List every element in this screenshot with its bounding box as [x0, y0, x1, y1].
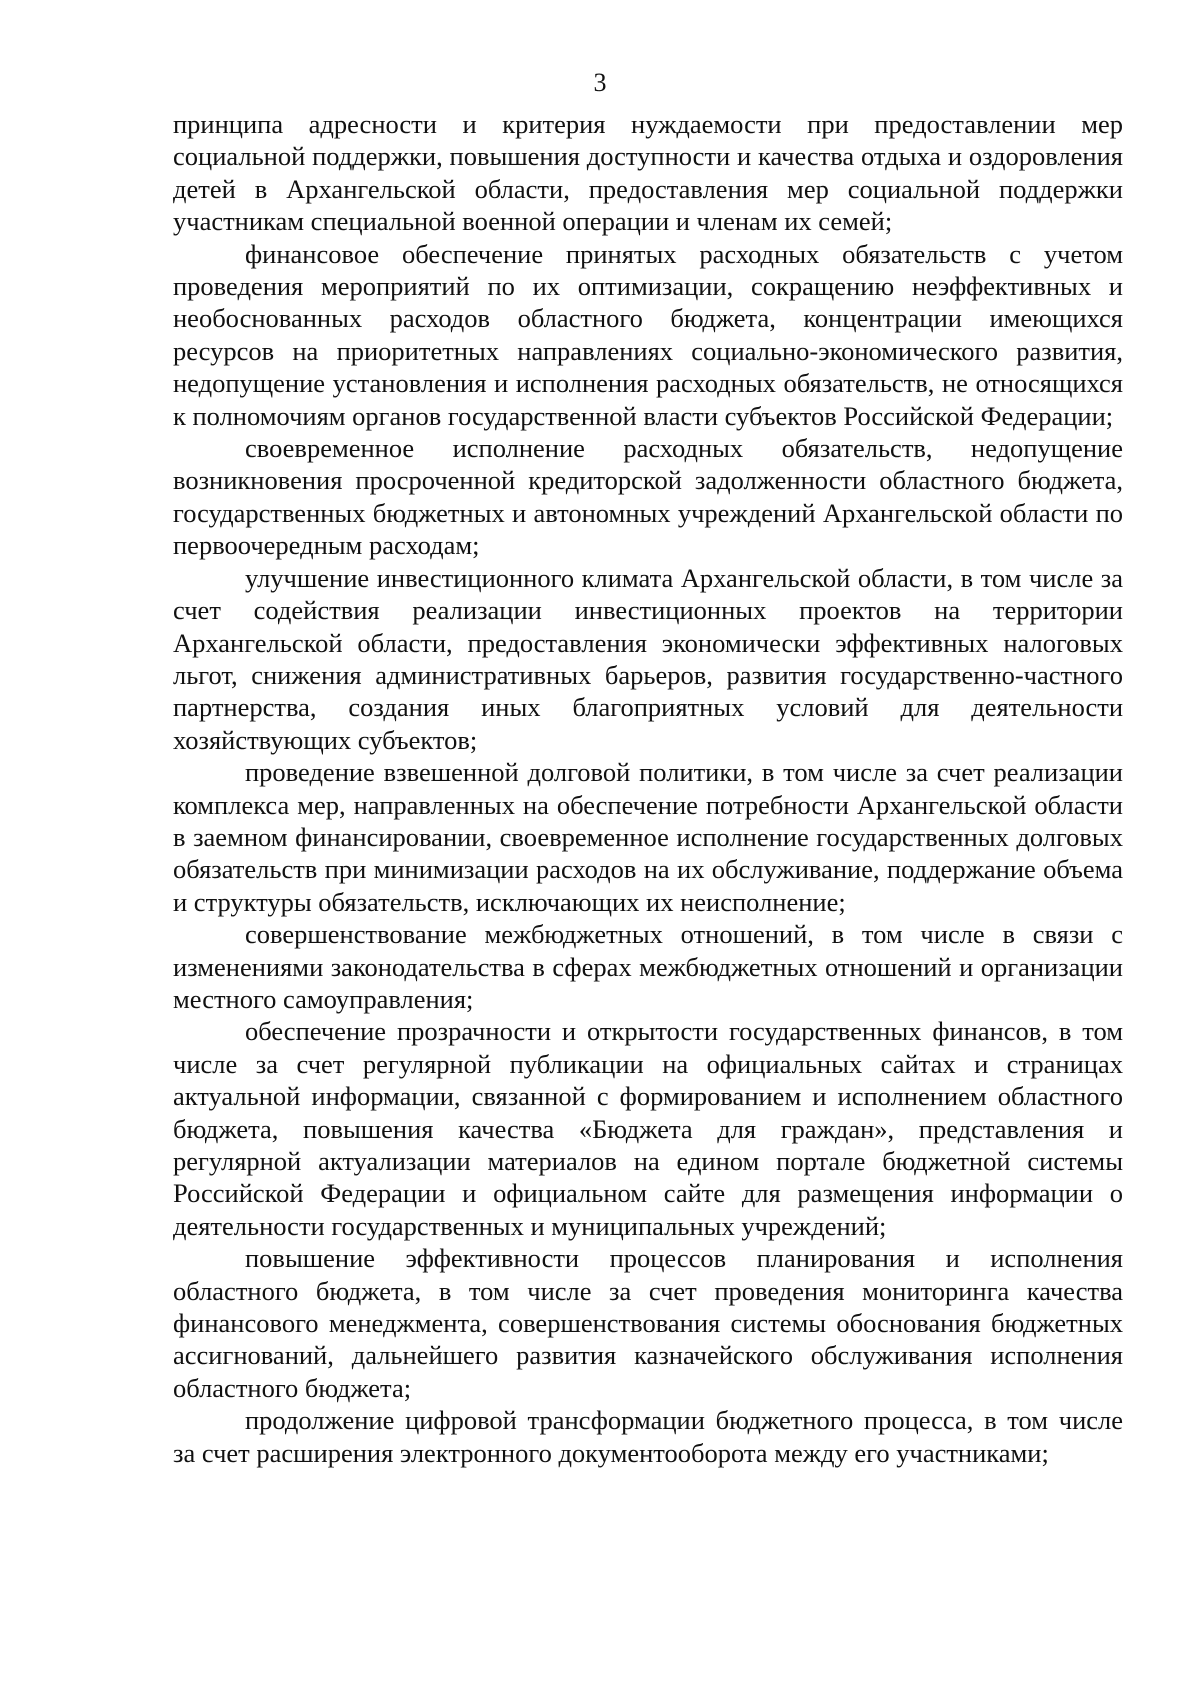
paragraph: проведение взвешенной долговой политики, в том числе за счет реализации комплекса мер, направленных на обеспечение потребности Архангельской области в заемном финансировании, своевременное исполнение государственных долговых обязательств при минимизации расходов на их обслуживание, поддержание объема и структуры обязательств, исключающих их неисполнение;	[173, 757, 1123, 917]
paragraph: обеспечение прозрачности и открытости государственных финансов, в том числе за счет регулярной публикации на официальных сайтах и страницах актуальной информации, связанной с формированием и исполнением областного бюджета, повышения качества «Бюджета для граждан», представления и регулярной актуализации материалов на едином портале бюджетной системы Российской Федерации и официальном сайте для размещения информации о деятельности государственных и муниципальных учреждений;	[173, 1016, 1123, 1241]
paragraph: своевременное исполнение расходных обязательств, недопущение возникновения просроченной кредиторской задолженности областного бюджета, государственных бюджетных и автономных учреждений Архангельской области по первоочередным расходам;	[173, 433, 1123, 561]
paragraph: финансовое обеспечение принятых расходных обязательств с учетом проведения мероприятий по их оптимизации, сокращению неэффективных и необоснованных расходов областного бюджета, концентрации имеющихся ресурсов на приоритетных направлениях социально-экономического развития, недопущение установления и исполнения расходных обязательств, не относящихся к полномочиям органов государственной власти субъектов Российской Федерации;	[173, 238, 1123, 431]
paragraph: принципа адресности и критерия нуждаемости при предоставлении мер социальной поддержки, повышения доступности и качества отдыха и оздоровления детей в Архангельской области, предоставления мер социальной поддержки участникам специальной военной операции и членам их семей;	[173, 109, 1123, 237]
paragraph: улучшение инвестиционного климата Архангельской области, в том числе за счет содействия реализации инвестиционных проектов на территории Архангельской области, предоставления экономически эффективных налоговых льгот, снижения административных барьеров, развития государственно-частного партнерства, создания иных благоприятных условий для деятельности хозяйствующих субъектов;	[173, 562, 1123, 755]
paragraph: повышение эффективности процессов планирования и исполнения областного бюджета, в том числе за счет проведения мониторинга качества финансового менеджмента, совершенствования системы обоснования бюджетных ассигнований, дальнейшего развития казначейского обслуживания исполнения областного бюджета;	[173, 1243, 1123, 1403]
page-number: 3	[593, 68, 607, 97]
document-body	[173, 108, 1123, 1469]
paragraph: продолжение цифровой трансформации бюджетного процесса, в том числе за счет расширения электронного документооборота между его участниками;	[173, 1405, 1123, 1468]
paragraph: совершенствование межбюджетных отношений, в том числе в связи с изменениями законодательства в сферах межбюджетных отношений и организации местного самоуправления;	[173, 919, 1123, 1014]
